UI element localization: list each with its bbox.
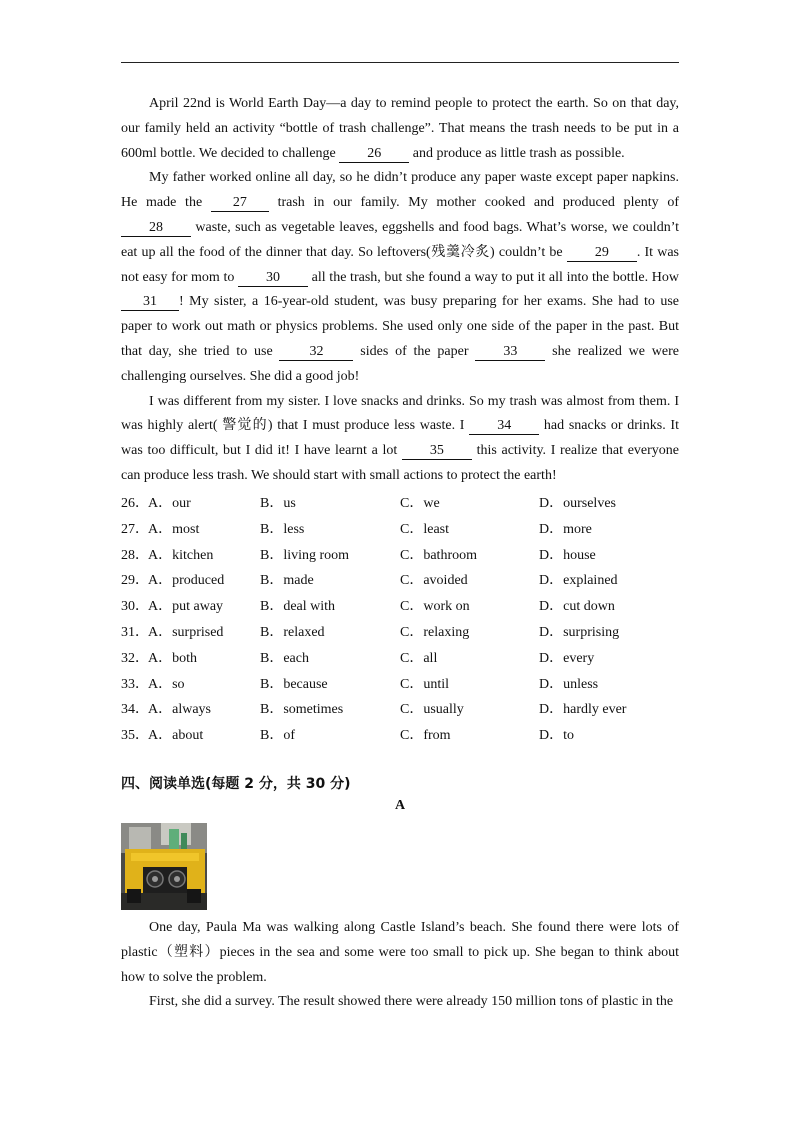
text: had snacks or drinks. It was too difficult, but I did it! I have learnt a lot (121, 418, 679, 459)
option-c: C．avoided (400, 573, 468, 589)
question-number: 33． (121, 676, 149, 692)
option-row (121, 591, 679, 617)
option-b: B．of (260, 728, 295, 744)
blank-31: 31 (121, 294, 179, 311)
blank-29: 29 (567, 245, 637, 262)
question-number: 26． (121, 496, 149, 511)
option-b: B．sometimes (260, 702, 344, 718)
option-a: A．always (148, 702, 211, 718)
blank-27: 27 (211, 195, 269, 212)
option-c: C．least (400, 521, 449, 537)
option-c: C．usually (400, 702, 464, 718)
option-a: A．kitchen (148, 547, 214, 563)
text: she realized we were challenging ourselves. She did a good job! (121, 343, 680, 384)
text: this activity. I realize that everyone can produce less trash. We should start with small actions to protect the earth! (121, 443, 679, 483)
option-d: D．explained (539, 573, 618, 589)
option-a: A．put away (148, 599, 224, 615)
option-d: D．unless (539, 676, 599, 692)
blank-33: 33 (475, 344, 545, 361)
blank-26: 26 (339, 146, 409, 163)
cloze-paragraph-3 (121, 390, 679, 489)
option-c: C．work on (400, 599, 470, 615)
option-c: C．bathroom (400, 547, 477, 563)
section-heading: 四、阅读单选(每题 2 分，共 30 分) (121, 776, 351, 792)
cloze-paragraph-2 (121, 166, 679, 389)
option-a: A．both (148, 650, 197, 666)
option-d: D．more (539, 521, 592, 537)
option-b: B．us (260, 496, 296, 511)
option-row (121, 617, 679, 643)
question-number: 30． (121, 599, 149, 615)
option-b: B．less (260, 521, 305, 537)
part-title: A (394, 798, 406, 813)
question-number: 34． (121, 702, 149, 718)
option-d: D．cut down (539, 599, 615, 615)
option-c: C．all (400, 650, 438, 666)
option-c: C．relaxing (400, 624, 470, 640)
text: and produce as little trash as possible. (409, 145, 625, 161)
option-b: B．relaxed (260, 624, 325, 640)
text: My father worked online all day, so he didn’t produce any paper waste except paper napkins. He made the (121, 170, 679, 211)
text: April 22nd is World Earth Day—a day to remind people to protect the earth. So on that day, our family held an activity “bottle of trash challenge”. That means the trash needs to be put in a 600ml bottle. We decided to challenge (121, 96, 679, 161)
text: trash in our family. My mother cooked and produced plenty of (268, 195, 679, 211)
option-row (121, 643, 679, 669)
option-d: D．house (539, 547, 596, 563)
reading-paragraph-1: One day, Paula Ma was walking along Castle Island’s beach. She found there were lots of plastic（塑料）pieces in the sea and some were too small to pick up. She began to think about how to solve the problem. (121, 920, 679, 985)
option-a: A．produced (148, 573, 225, 589)
question-number: 29． (121, 573, 149, 589)
text: sides of the paper (353, 343, 476, 359)
question-number: 28． (121, 547, 149, 563)
option-a: A．about (148, 728, 204, 744)
option-d: D．ourselves (539, 496, 616, 511)
text: I was different from my sister. I love snacks and drinks. So my trash was almost from them. I was highly alert( 警觉的) that I must produce less waste. I (121, 393, 679, 434)
option-c: C．until (400, 676, 450, 692)
option-row (121, 565, 679, 591)
question-number: 35． (121, 728, 149, 744)
cloze-passage (121, 92, 679, 489)
text: waste, such as vegetable leaves, eggshells and food bags. What’s worse, we couldn’t eat up all the food of the dinner that day. So leftovers(残羹冷炙) couldn’t be (121, 219, 679, 260)
option-d: D．hardly ever (539, 702, 627, 718)
option-d: D．to (539, 728, 574, 744)
option-b: B．living room (260, 547, 350, 563)
reading-paragraph-2: First, she did a survey. The result showed there were already 150 million tons of plastic in the (149, 994, 674, 1010)
text: all the trash, but she found a way to put it all into the bottle. How (308, 269, 679, 285)
blank-34: 34 (469, 418, 539, 435)
robot-photo (121, 823, 207, 910)
question-number: 27． (121, 521, 149, 537)
question-number: 31． (121, 624, 149, 640)
header-rule (121, 62, 679, 63)
question-number: 32． (121, 650, 149, 666)
option-row (121, 669, 679, 695)
option-b: B．each (260, 650, 309, 666)
option-d: D．every (539, 650, 595, 666)
option-b: B．made (260, 573, 314, 589)
option-row (121, 694, 679, 720)
option-a: A．so (148, 676, 185, 692)
text: . It was not easy for mom to (121, 244, 679, 285)
option-row (121, 720, 679, 746)
reading-passage (121, 916, 679, 1015)
cloze-paragraph-1 (121, 92, 679, 166)
blank-35: 35 (402, 443, 472, 460)
option-c: C．we (400, 496, 440, 511)
blank-28: 28 (121, 220, 191, 237)
text: ! My sister, a 16-year-old student, was busy preparing for her exams. She had to use paper to work out math or physics problems. She used only one side of the paper in the past. But that day, she tried to use (121, 294, 679, 359)
option-b: B．because (260, 676, 328, 692)
answer-options (121, 488, 679, 746)
option-c: C．from (400, 728, 451, 744)
option-row (121, 540, 679, 566)
option-a: A．our (148, 496, 191, 511)
blank-32: 32 (279, 344, 353, 361)
option-a: A．surprised (148, 624, 224, 640)
option-row (121, 488, 679, 514)
option-b: B．deal with (260, 599, 336, 615)
option-d: D．surprising (539, 624, 620, 640)
blank-30: 30 (238, 270, 308, 287)
option-a: A．most (148, 521, 200, 537)
option-row (121, 514, 679, 540)
